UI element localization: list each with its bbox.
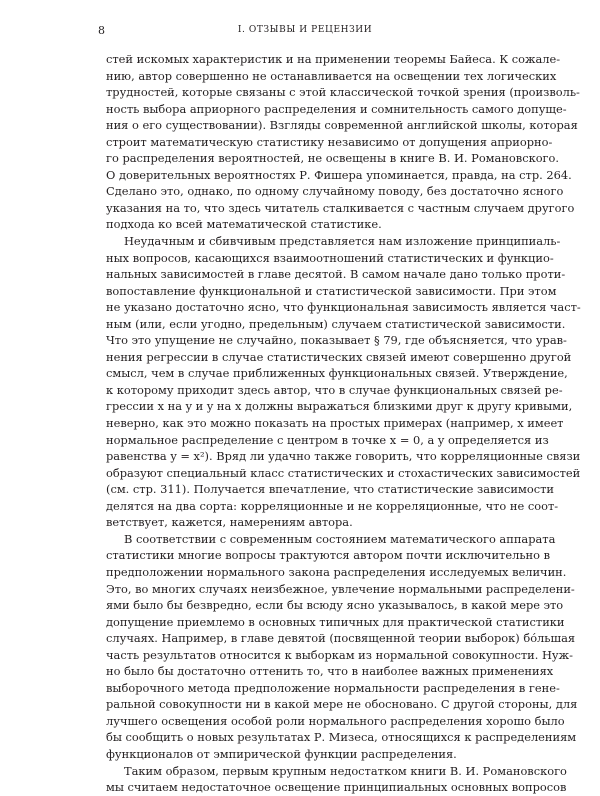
text-line: допущение приемлемо в основных типичных для практической статистики: [106, 614, 565, 629]
text-line: Таким образом, первым крупным недостатком книги В. И. Романовского: [124, 763, 567, 778]
text-line: го распределения вероятностей, не освещены в книге В. И. Романовского.: [106, 151, 559, 166]
text-line: подхода ко всей математической статистике.: [106, 217, 382, 232]
text-line: О доверительных вероятностях Р. Фишера упоминается, правда, на стр. 264.: [106, 167, 572, 182]
page-header: [98, 24, 512, 40]
text-line: делятся на два сорта: корреляционные и не корреляционные, что не соот-: [106, 498, 559, 513]
text-line: равенства y = x²). Вряд ли удачно также говорить, что корреляционные связи: [106, 449, 581, 464]
text-line: часть результатов относится к выборкам из нормальной совокупности. Нуж-: [106, 647, 573, 662]
text-line: ных вопросов, касающихся взаимоотношений статистических и функцио-: [106, 250, 554, 265]
body-text: [106, 51, 581, 796]
text-line: образуют специальный класс статистических и стохастических зависимостей: [106, 465, 581, 480]
text-line: ность выбора априорного распределения и сомнительность самого допуще-: [106, 101, 567, 116]
text-line: выборочного метода предположение нормальности распределения в гене-: [106, 680, 560, 695]
running-head: I. ОТЗЫВЫ И РЕЦЕНЗИИ: [237, 25, 373, 35]
text-line: функционалов от эмпирической функции распределения.: [106, 746, 457, 761]
text-line: к которому приходит здесь автор, что в случае функциональных связей ре-: [106, 382, 563, 397]
text-line: нальных зависимостей в главе десятой. В самом начале дано только проти-: [106, 267, 566, 282]
text-line: вопоставление функциональной и статистической зависимости. При этом: [106, 283, 557, 298]
text-line: ветствует, кажется, намерениям автора.: [106, 515, 353, 530]
text-line: нения регрессии в случае статистических связей имеют совершенно другой: [106, 349, 572, 364]
text-line: грессии x на y и y на x должны выражаться близкими друг к другу кривыми,: [106, 399, 573, 414]
text-line: лучшего освещения особой роли нормального распределения хорошо было: [106, 713, 565, 728]
text-line: Неудачным и сбивчивым представляется нам изложение принципиаль-: [124, 234, 561, 249]
text-line: ния о его существовании). Взгляды современной английской школы, которая: [106, 118, 578, 133]
page-number: 8: [98, 24, 105, 37]
text-line: трудностей, которые связаны с этой классической точкой зрения (произволь-: [106, 85, 580, 100]
text-line: не указано достаточно ясно, что функциональная зависимость является част-: [106, 300, 581, 315]
text-line: мы считаем недостаточное освещение принципиальных основных вопросов: [106, 780, 567, 795]
text-line: указания на то, что здесь читатель сталкивается с частным случаем другого: [106, 200, 575, 215]
text-line: стей искомых характеристик и на применении теоремы Байеса. К сожале-: [106, 52, 561, 66]
text-line: смысл, чем в случае приближенных функциональных связей. Утверждение,: [106, 366, 568, 381]
text-line: статистики многие вопросы трактуются автором почти исключительно в: [106, 548, 551, 563]
text-line: (см. стр. 311). Получается впечатление, что статистические зависимости: [106, 482, 555, 497]
text-line: бы сообщить о новых результатах Р. Мизеса, относящихся к распределениям: [106, 730, 577, 745]
text-line: Что это упущение не случайно, показывает § 79, где объясняется, что урав-: [106, 333, 567, 348]
text-line: неверно, как это можно показать на простых примерах (например, x имеет: [106, 416, 564, 431]
text-line: Это, во многих случаях неизбежное, увлечение нормальными распределени-: [106, 581, 575, 596]
text-line: Сделано это, однако, по одному случайному поводу, без достаточно ясного: [106, 184, 564, 199]
text-line: строит математическую статистику независимо от допущения априорно-: [106, 134, 553, 149]
text-line: нормальное распределение с центром в точке x = 0, а y определяется из: [106, 432, 549, 447]
text-line: ральной совокупности ни в какой мере не обосновано. С другой стороны, для: [106, 697, 578, 712]
text-line: нию, автор совершенно не останавливается на освещении тех логических: [106, 68, 557, 83]
text-line: случаях. Например, в главе девятой (посвященной теории выборок) бо́льшая: [106, 631, 576, 646]
text-line: ями было бы безвредно, если бы всюду ясно указывалось, в какой мере это: [106, 598, 564, 613]
text-line: В соответствии с современным состоянием математического аппарата: [124, 531, 556, 546]
text-line: предположении нормального закона распределения исследуемых величин.: [106, 564, 567, 579]
text-line: но было бы достаточно оттенить то, что в наиболее важных применениях: [106, 664, 554, 679]
text-line: ным (или, если угодно, предельным) случаем статистической зависимости.: [106, 316, 566, 331]
